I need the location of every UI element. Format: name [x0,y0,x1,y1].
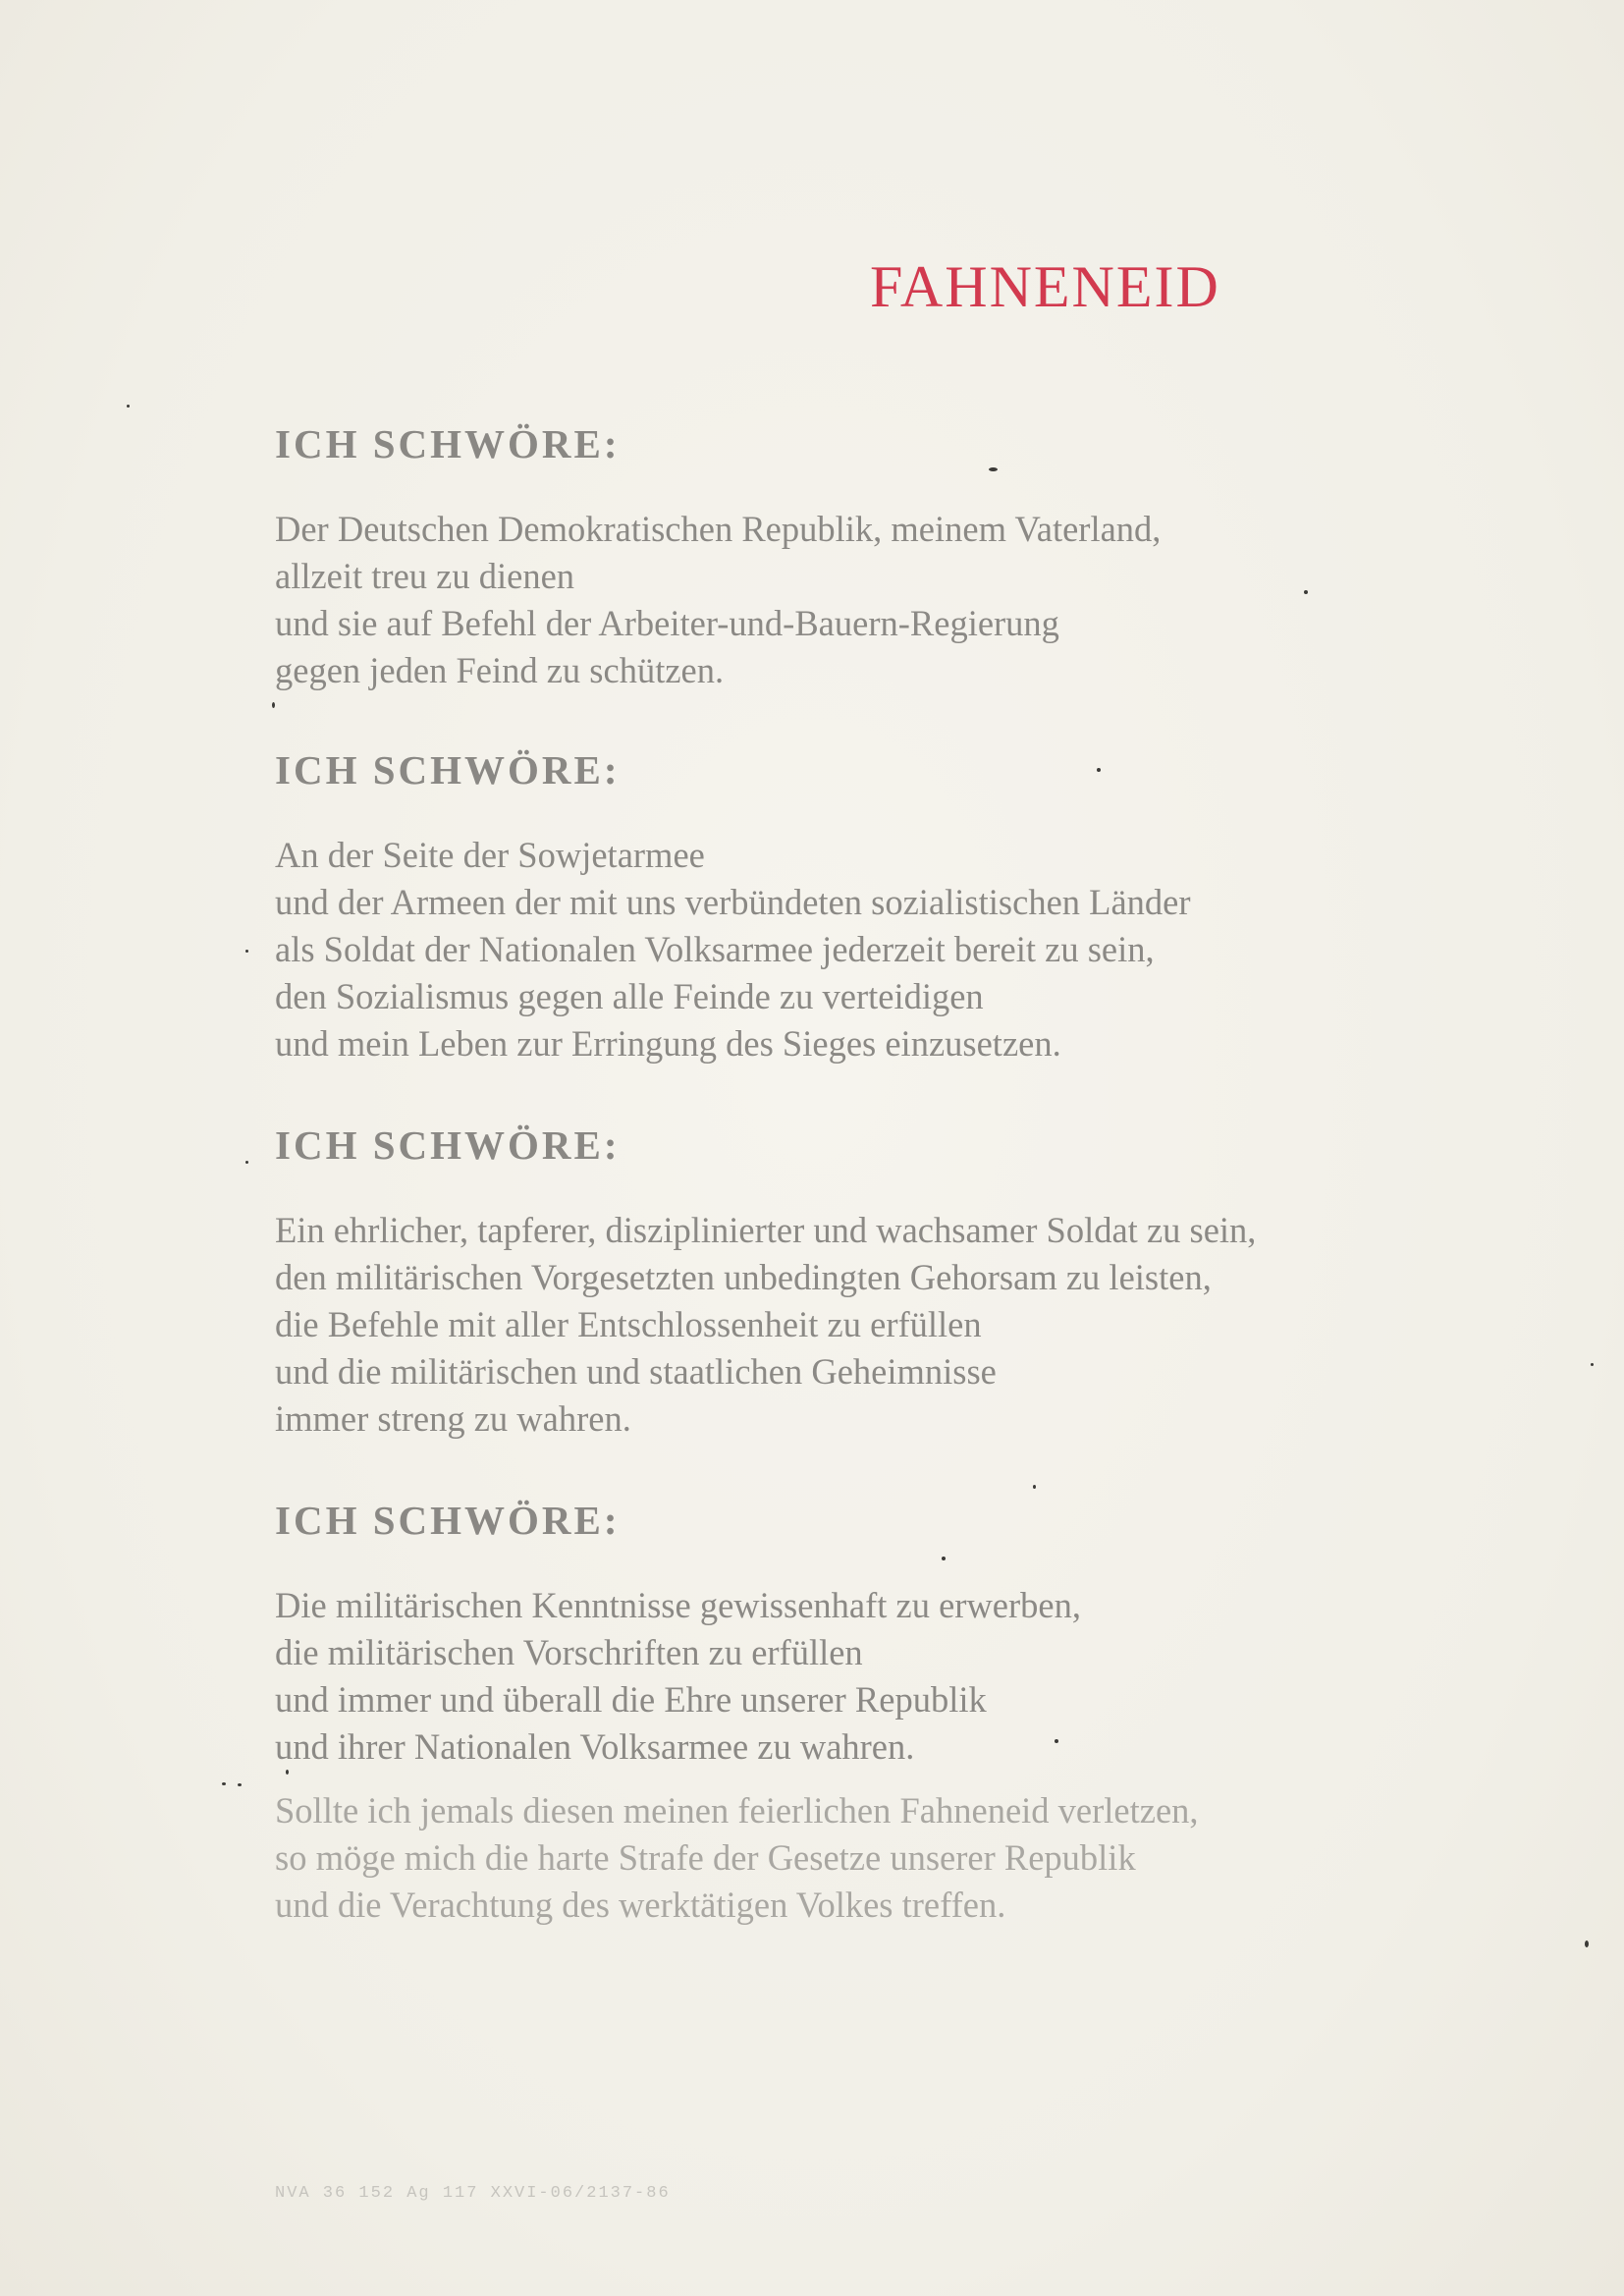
text-line: immer streng zu wahren. [275,1398,631,1439]
paper-speck [245,1161,248,1164]
section-heading: ICH SCHWÖRE: [275,1498,621,1543]
section-heading: ICH SCHWÖRE: [275,747,621,793]
text-line: Die militärischen Kenntnisse gewissenhaft zu erwerben, [275,1585,1081,1625]
paper-speck [286,1770,289,1775]
closing-paragraph [275,1787,1453,1929]
text-line: und die militärischen und staatlichen Geheimnisse [275,1351,997,1392]
paper-speck [1585,1941,1589,1947]
paper-speck [127,405,130,408]
paper-speck [238,1783,242,1786]
paper-speck [1033,1485,1036,1489]
oath-section-1 [275,421,1453,694]
section-heading: ICH SCHWÖRE: [275,1122,621,1168]
oath-section-4 [275,1498,1453,1771]
section-heading: ICH SCHWÖRE: [275,421,621,466]
paper-speck [1591,1363,1594,1366]
print-reference: NVA 36 152 Ag 117 XXVI-06/2137-86 [275,2184,671,2203]
text-line: und ihrer Nationalen Volksarmee zu wahren. [275,1726,915,1767]
text-line: und mein Leben zur Erringung des Sieges einzusetzen. [275,1023,1061,1064]
text-line: gegen jeden Feind zu schützen. [275,650,725,690]
text-line: den militärischen Vorgesetzten unbedingten Gehorsam zu leisten, [275,1257,1212,1297]
text-line: den Sozialismus gegen alle Feinde zu verteidigen [275,976,984,1016]
document-title: FAHNENEID [870,254,1220,320]
text-line: und immer und überall die Ehre unserer Republik [275,1679,987,1720]
paper-speck [1055,1739,1058,1743]
paper-speck [942,1557,946,1560]
paper-speck [1304,590,1308,594]
section-body [275,1207,1453,1443]
text-line: und sie auf Befehl der Arbeiter-und-Bauern-Regierung [275,603,1059,643]
text-line: An der Seite der Sowjetarmee [275,835,705,875]
text-line: und der Armeen der mit uns verbündeten sozialistischen Länder [275,882,1191,922]
section-body [275,832,1453,1067]
text-line: Sollte ich jemals diesen meinen feierlichen Fahneneid verletzen, [275,1790,1199,1831]
section-body [275,1582,1453,1771]
paper-speck [222,1782,226,1785]
section-body [275,506,1453,694]
paper-speck [1097,768,1101,772]
paper-speck [272,702,275,708]
text-line: Der Deutschen Demokratischen Republik, meinem Vaterland, [275,509,1162,549]
text-line: so möge mich die harte Strafe der Gesetze unserer Republik [275,1837,1136,1878]
text-line: die Befehle mit aller Entschlossenheit zu erfüllen [275,1304,982,1344]
text-line: und die Verachtung des werktätigen Volkes treffen. [275,1885,1006,1925]
text-line: als Soldat der Nationalen Volksarmee jederzeit bereit zu sein, [275,929,1155,969]
text-line: Ein ehrlicher, tapferer, disziplinierter und wachsamer Soldat zu sein, [275,1210,1257,1250]
oath-section-3 [275,1122,1453,1443]
paper-speck [245,950,248,953]
oath-section-2 [275,747,1453,1067]
text-line: allzeit treu zu dienen [275,556,575,596]
paper-speck [989,467,998,471]
text-line: die militärischen Vorschriften zu erfüllen [275,1632,863,1672]
